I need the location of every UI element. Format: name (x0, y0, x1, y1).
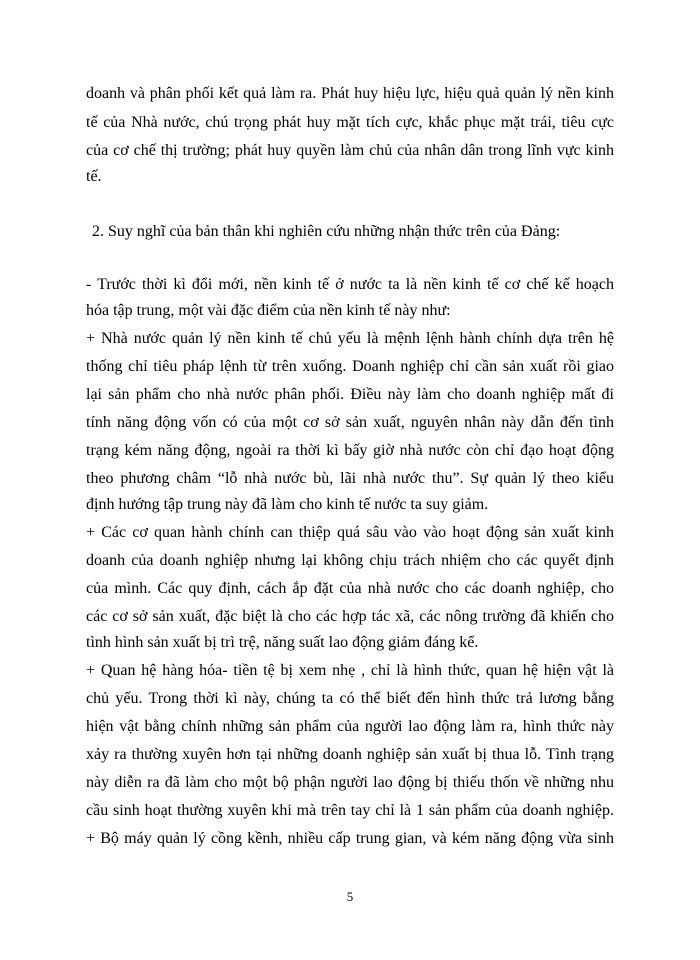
text-line: định hướng tập trung này đã làm cho kinh tế nước ta suy giảm. (86, 496, 489, 513)
text-line: hiện vật bằng chính những sản phẩm của người lao động làm ra, hình thức này (86, 718, 614, 735)
text-line: theo phương châm “lỗ nhà nước bù, lãi nhà nước thu”. Sự quản lý theo kiểu (86, 470, 614, 487)
text-line: doanh và phân phối kết quả làm ra. Phát huy hiệu lực, hiệu quả quản lý nền kinh (86, 85, 614, 102)
text-line: tình hình sản xuất bị trì trệ, năng suất lao động giảm đáng kể. (86, 634, 479, 651)
text-line: cầu sinh hoạt thường xuyên khi mà trên tay chỉ là 1 sản phẩm của doanh nghiệp. (86, 802, 614, 819)
text-line: các cơ sở sản xuất, đặc biệt là cho các hợp tác xã, các nông trường đã khiến cho (86, 608, 614, 625)
text-line: tính năng động vốn có của một cơ sở sản xuất, nguyên nhân này dẫn đến tình (86, 414, 614, 431)
text-line: doanh của doanh nghiệp nhưng lại không chịu trách nhiệm cho các quyết định (86, 552, 614, 569)
text-line: tế của Nhà nước, chú trọng phát huy mặt tích cực, khắc phục mặt trái, tiêu cực (86, 114, 614, 131)
section-heading: 2. Suy nghĩ của bản thân khi nghiên cứu những nhận thức trên của Đảng: (92, 223, 561, 240)
text-line: + Quan hệ hàng hóa- tiền tệ bị xem nhẹ , chỉ là hình thức, quan hệ hiện vật là (86, 662, 614, 679)
text-line: + Các cơ quan hành chính can thiệp quá sâu vào vào hoạt động sản xuất kinh (86, 524, 614, 541)
text-line: hóa tập trung, một vài đặc điểm của nền kinh tế này như: (86, 302, 451, 319)
text-line: - Trước thời kì đổi mới, nền kinh tế ở nước ta là nền kinh tế cơ chế kế hoạch (86, 276, 614, 293)
text-line: của mình. Các quy định, cách ắp đặt của nhà nước cho các doanh nghiệp, cho (86, 580, 614, 597)
text-line: thống chỉ tiêu pháp lệnh từ trên xuống. Doanh nghiệp chỉ cần sản xuất rồi giao (86, 358, 614, 375)
text-line: của cơ chế thị trường; phát huy quyền làm chủ của nhân dân trong lĩnh vực kinh (86, 142, 614, 159)
page-number: 5 (346, 889, 354, 904)
text-line: xảy ra thường xuyên hơn tại những doanh nghiệp sản xuất bị thua lỗ. Tình trạng (86, 746, 614, 763)
text-line: tế. (86, 168, 102, 185)
text-line: + Nhà nước quản lý nền kinh tế chủ yếu là mệnh lệnh hành chính dựa trên hệ (86, 330, 614, 347)
text-line: lại sản phẩm cho nhà nước phân phối. Điều này làm cho doanh nghiệp mất đi (86, 386, 614, 403)
text-line: này diễn ra đã làm cho một bộ phận người lao động bị thiếu thốn về những nhu (86, 774, 614, 791)
text-line: + Bộ máy quản lý cồng kềnh, nhiều cấp trung gian, và kém năng động vừa sinh (86, 830, 614, 847)
text-line: trạng kém năng động, ngoài ra thời kì bấy giờ nhà nước còn chỉ đạo hoạt động (86, 442, 614, 459)
text-line: chủ yếu. Trong thời kì này, chúng ta có thể biết đến hình thức trả lương bằng (86, 690, 614, 707)
